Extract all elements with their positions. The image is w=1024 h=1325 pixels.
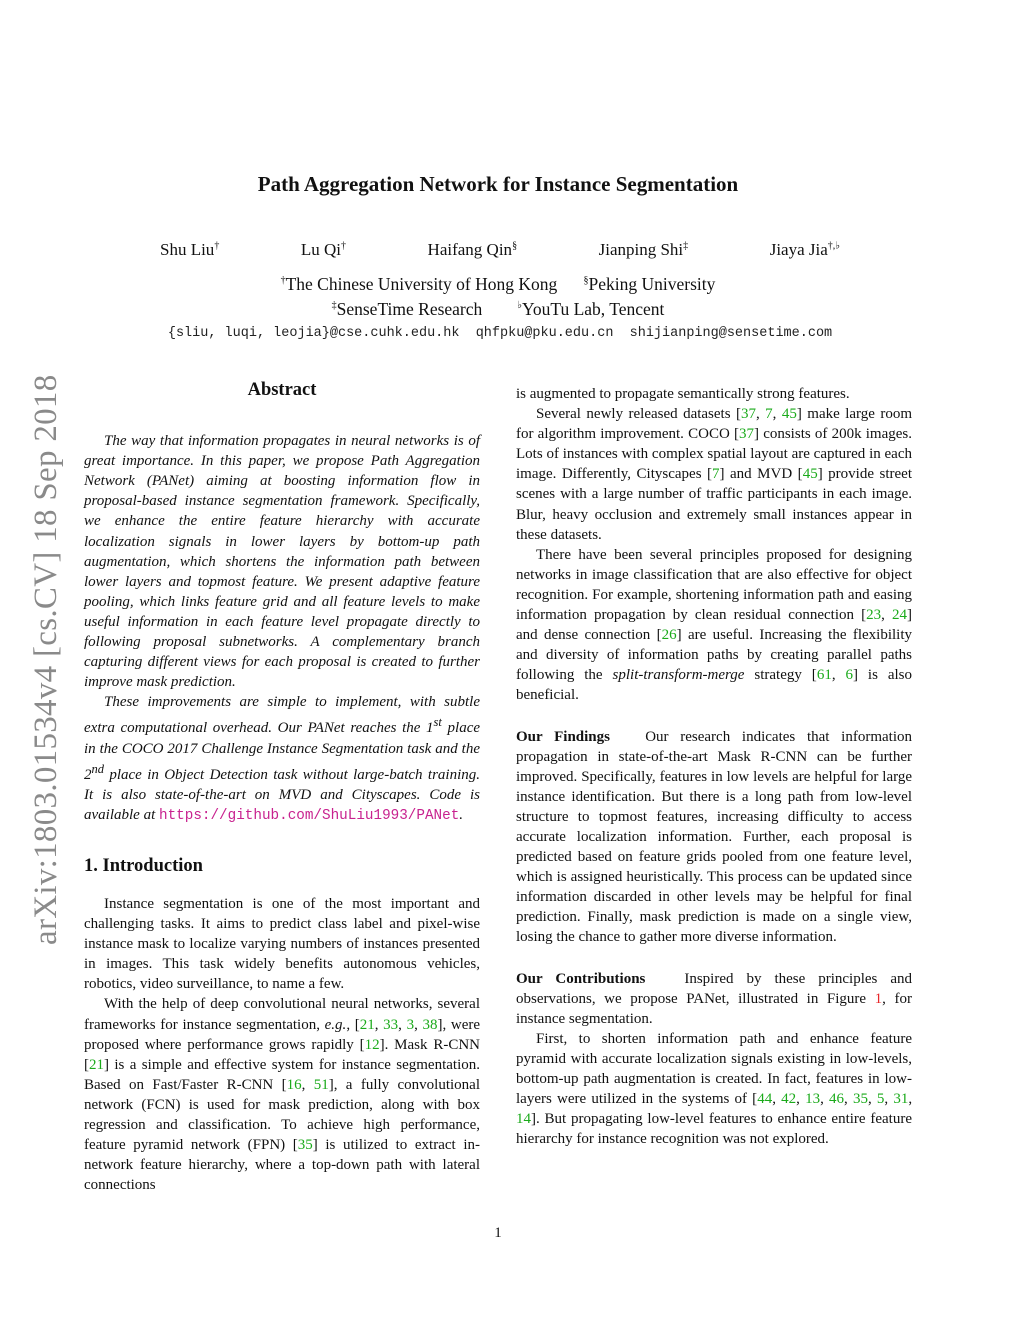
citation-link[interactable]: 21 — [89, 1056, 104, 1073]
right-column — [516, 384, 912, 1149]
citation-link[interactable]: 5 — [876, 1091, 885, 1108]
body-paragraph: There have been several principles proposed for designing networks in image classification that are also effective for object recognition. For example, shortening information path and easing information propagation by clean residual connection [23, 24] and dense connection [26] are useful. Increasing the flexibility and diversity of information paths by creating parallel paths following the split-transform-merge strategy [61, 6] is also beneficial. — [516, 546, 913, 704]
citation-link[interactable]: 21 — [359, 1016, 375, 1033]
intro-paragraph: Instance segmentation is one of the most important and challenging tasks. It aims to predict class label and pixel-wise instance mask to localize varying numbers of instances presented in images. This task widely benefits autonomous vehicles, robotics, video surveillance, to name a few. — [84, 895, 480, 993]
paragraph-heading: Our Findings — [516, 728, 610, 745]
citation-link[interactable]: 7 — [712, 466, 720, 483]
citation-link[interactable]: 16 — [286, 1076, 302, 1093]
citation-link[interactable]: 35 — [297, 1137, 313, 1154]
citation-link[interactable]: 12 — [364, 1036, 380, 1053]
citation-link[interactable]: 51 — [313, 1076, 329, 1093]
author: Jiaya Jia†,♭ — [769, 240, 840, 259]
citation-link[interactable]: 42 — [781, 1091, 797, 1108]
citation-link[interactable]: 26 — [661, 627, 677, 644]
citation-link[interactable]: 45 — [802, 466, 818, 483]
body-paragraph: Several newly released datasets [37, 7, 45] make large room for algorithm improvement. COCO [37] consists of 200k images. Lots of instances with complex spatial layout are captured in each image. Differently, Cityscapes [7] and MVD [45] provide street scenes with a large number of traffic participants in each image. Blur, heavy occlusion and extremely small instances appear in these datasets. — [516, 406, 913, 543]
citation-link[interactable]: 24 — [892, 607, 908, 624]
citation-link[interactable]: 46 — [829, 1091, 844, 1108]
citation-link[interactable]: 13 — [805, 1091, 821, 1108]
author-emails: {sliu, luqi, leojia}@cse.cuhk.edu.hk qhfpku@pku.edu.cn shijianping@sensetime.com — [167, 326, 833, 341]
author: Jianping Shi‡ — [598, 240, 689, 259]
citation-link[interactable]: 35 — [852, 1091, 868, 1108]
abstract-heading: Abstract — [247, 380, 317, 400]
citation-link[interactable]: 45 — [781, 406, 797, 423]
citation-link[interactable]: 31 — [893, 1091, 909, 1108]
citation-link[interactable]: 61 — [816, 667, 832, 684]
figure-link[interactable]: 1 — [874, 990, 883, 1007]
code-url-link[interactable]: https://github.com/ShuLiu1993/PANet — [159, 807, 460, 824]
citation-link[interactable]: 44 — [757, 1091, 773, 1108]
affiliation-line: †The Chinese University of Hong Kong §Peking University — [280, 274, 716, 294]
paragraph-heading: Our Contributions — [516, 970, 646, 987]
paper-title: Path Aggregation Network for Instance Segmentation — [257, 172, 739, 196]
author-list — [160, 240, 840, 260]
abstract-paragraph: These improvements are simple to implement, with subtle extra computational overhead. Our PANet reaches the 1st place in the COCO 2017 Challenge Instance Segmentation task and the 2nd place in Object Detection task without large-batch training. It is also state-of-the-art on MVD and Cityscapes. Code is available at https://github.com/ShuLiu1993/PANet. — [84, 694, 481, 824]
affiliation-line: ‡SenseTime Research ♭YouTu Lab, Tencent — [331, 299, 665, 319]
citation-link[interactable]: 33 — [383, 1016, 399, 1033]
citation-link[interactable]: 37 — [739, 426, 754, 443]
left-column — [84, 380, 480, 1195]
arxiv-identifier: arXiv:1803.01534v4 [cs.CV] 18 Sep 2018 — [28, 374, 64, 945]
intro-paragraph: With the help of deep convolutional neural networks, several frameworks for instance segmentation, e.g., [21, 33, 3, 38], were proposed where performance grows rapidly [12]. Mask R-CNN [21] is a simple and effective system for instance segmentation. Based on Fast/Faster R-CNN [16, 51], a fully convolutional network (FCN) is used for mask prediction, along with box regression and classification. To achieve high performance, feature pyramid network (FPN) [35] is utilized to extract in-network feature hierarchy, where a top-down path with lateral connections — [84, 996, 481, 1194]
citation-link[interactable]: 23 — [866, 607, 882, 624]
citation-link[interactable]: 37 — [740, 406, 756, 423]
findings-paragraph: Our Findings Our research indicates that information propagation in state-of-the-art Mask R-CNN can be further improved. Specifically, features in low levels are helpful for large instance identification. But there is a long path from low-level structure to topmost features, increasing difficulty to access accurate localization information. Further, each proposal is predicted based on feature grids pooled from one feature level, which is assigned heuristically. This process can be updated since information discarded in other levels may be helpful for final prediction. Finally, mask prediction is made on a single view, losing the chance to gather more diverse information. — [516, 728, 913, 946]
abstract-paragraph: The way that information propagates in neural networks is of great importance. In this paper, we propose Path Aggregation Network (PANet) aiming at boosting information flow in proposal-based instance segmentation framework. Specifically, we enhance the entire feature hierarchy with accurate localization signals in lower layers by bottom-up path augmentation, which shortens the information path between lower layers and topmost feature. We present adaptive feature pooling, which links feature grid and all feature levels to make useful information in each feature level propagate directly to following proposal subnetworks. A complementary branch capturing different views for each proposal is created to further improve mask prediction. — [84, 433, 480, 691]
citation-link[interactable]: 38 — [422, 1016, 438, 1033]
citation-link[interactable]: 6 — [845, 667, 853, 684]
body-paragraph: First, to shorten information path and enhance feature pyramid with accurate localization signals existing in low-levels, bottom-up path augmentation is created. In fact, features in low-layers were utilized in the systems of [44, 42, 13, 46, 35, 5, 31, 14]. But propagating low-level features to enhance entire feature hierarchy for instance recognition was not explored. — [516, 1030, 913, 1148]
author: Shu Liu† — [160, 240, 220, 259]
citation-link[interactable]: 3 — [406, 1016, 415, 1033]
author: Lu Qi† — [300, 240, 346, 259]
citation-link[interactable]: 7 — [765, 406, 773, 423]
section-heading: 1. Introduction — [84, 855, 203, 876]
contributions-paragraph: Our Contributions Inspired by these principles and observations, we propose PANet, illustrated in Figure 1, for instance segmentation. — [516, 970, 913, 1027]
citation-link[interactable]: 14 — [516, 1111, 531, 1128]
author: Haifang Qin§ — [427, 240, 518, 259]
page-number: 1 — [494, 1225, 502, 1241]
body-paragraph: is augmented to propagate semantically strong features. — [516, 386, 850, 402]
